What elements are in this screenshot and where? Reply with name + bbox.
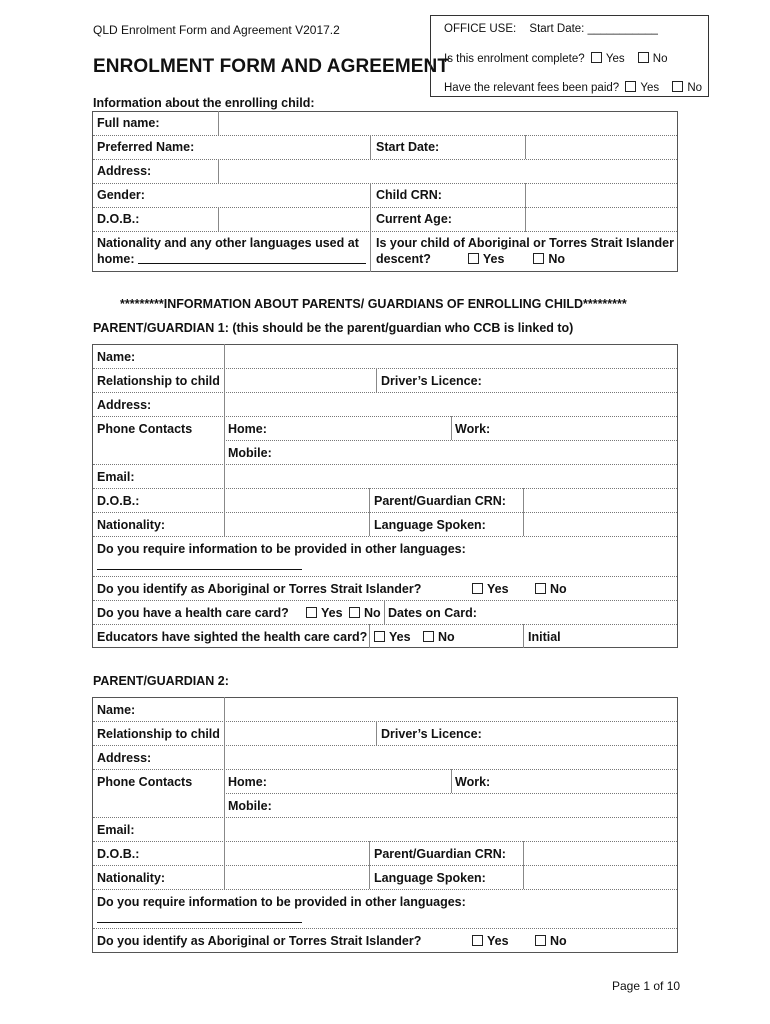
parents-heading: *********INFORMATION ABOUT PARENTS/ GUARDIANS OF ENROLLING CHILD********* (120, 297, 627, 311)
pg1-aboriginal-question: Do you identify as Aboriginal or Torres Strait Islander? (97, 582, 422, 596)
pg2-nationality-label: Nationality: (97, 871, 166, 885)
pg2-relationship-label: Relationship to child (97, 727, 220, 741)
current-age-label: Current Age: (376, 212, 452, 226)
pg2-crn-label: Parent/Guardian CRN: (374, 847, 506, 861)
pg2-other-languages-line[interactable] (97, 911, 302, 923)
pg2-other-languages-label: Do you require information to be provided in other languages: (97, 895, 466, 909)
pg1-address-label: Address: (97, 398, 152, 412)
no-label: No (652, 53, 668, 65)
nationality-home-line: home: (97, 252, 366, 266)
fees-no-checkbox[interactable] (672, 81, 683, 92)
pg1-relationship-label: Relationship to child (97, 374, 220, 388)
descent-answer-line: descent? Yes No (376, 252, 566, 266)
pg1-educators-yes-checkbox[interactable] (374, 631, 385, 642)
dob-label: D.O.B.: (97, 212, 140, 226)
page-number: Page 1 of 10 (612, 979, 681, 993)
pg1-name-label: Name: (97, 350, 136, 364)
nationality-input-line[interactable] (138, 252, 366, 264)
gender-label: Gender: (97, 188, 145, 202)
address-label: Address: (97, 164, 152, 178)
pg2-mobile-label: Mobile: (228, 799, 272, 813)
pg1-dates-on-card-label: Dates on Card: (388, 606, 477, 620)
pg1-educators-no-checkbox[interactable] (423, 631, 434, 642)
pg1-phone-label: Phone Contacts (97, 422, 193, 436)
pg2-email-label: Email: (97, 823, 135, 837)
pg1-licence-label: Driver’s Licence: (381, 374, 482, 388)
pg1-heading: PARENT/GUARDIAN 1: (this should be the parent/guardian who CCB is linked to) (93, 321, 574, 335)
child-crn-label: Child CRN: (376, 188, 442, 202)
pg2-heading: PARENT/GUARDIAN 2: (93, 674, 229, 688)
office-start-date[interactable]: Start Date: ___________ (529, 23, 658, 35)
pg2-work-label: Work: (455, 775, 491, 789)
descent-yes-checkbox[interactable] (468, 253, 479, 264)
pg1-aboriginal-yes-checkbox[interactable] (472, 583, 483, 594)
fees-paid-question: Have the relevant fees been paid? (444, 82, 620, 94)
complete-yes-checkbox[interactable] (591, 52, 602, 63)
complete-no-checkbox[interactable] (638, 52, 649, 63)
pg2-dob-label: D.O.B.: (97, 847, 140, 861)
no-label: No (687, 82, 703, 94)
form-version: QLD Enrolment Form and Agreement V2017.2 (93, 23, 340, 37)
pg2-aboriginal-no-checkbox[interactable] (535, 935, 546, 946)
descent-question: Is your child of Aboriginal or Torres Strait Islander (376, 236, 674, 250)
pg2-home-label: Home: (228, 775, 267, 789)
descent-no-checkbox[interactable] (533, 253, 544, 264)
pg2-address-label: Address: (97, 751, 152, 765)
pg1-crn-label: Parent/Guardian CRN: (374, 494, 506, 508)
full-name-label: Full name: (97, 116, 160, 130)
pg1-health-card-question: Do you have a health care card? (97, 606, 289, 620)
page-title: ENROLMENT FORM AND AGREEMENT (93, 56, 450, 77)
pg1-mobile-label: Mobile: (228, 446, 272, 460)
pg1-dob-label: D.O.B.: (97, 494, 140, 508)
pg1-health-yes-checkbox[interactable] (306, 607, 317, 618)
pg2-name-label: Name: (97, 703, 136, 717)
fees-yes-checkbox[interactable] (625, 81, 636, 92)
preferred-name-label: Preferred Name: (97, 140, 195, 154)
pg1-language-label: Language Spoken: (374, 518, 486, 532)
nationality-label: Nationality and any other languages used at (97, 236, 359, 250)
yes-label: Yes (605, 53, 625, 65)
pg1-health-no-checkbox[interactable] (349, 607, 360, 618)
office-use-label: OFFICE USE: (444, 23, 517, 35)
pg1-home-label: Home: (228, 422, 267, 436)
child-section-label: Information about the enrolling child: (93, 96, 315, 110)
pg2-phone-label: Phone Contacts (97, 775, 193, 789)
pg1-aboriginal-no-checkbox[interactable] (535, 583, 546, 594)
pg2-aboriginal-yes-checkbox[interactable] (472, 935, 483, 946)
enrolment-complete-question: Is this enrolment complete? (444, 53, 585, 65)
pg2-language-label: Language Spoken: (374, 871, 486, 885)
pg1-nationality-label: Nationality: (97, 518, 166, 532)
yes-label: Yes (640, 82, 660, 94)
pg2-aboriginal-question: Do you identify as Aboriginal or Torres Strait Islander? (97, 934, 422, 948)
pg1-educators-question: Educators have sighted the health care card? (97, 630, 368, 644)
pg2-licence-label: Driver’s Licence: (381, 727, 482, 741)
office-use-box (430, 15, 709, 97)
pg1-initial-label: Initial (528, 630, 561, 644)
pg1-other-languages-line[interactable] (97, 558, 302, 570)
pg1-other-languages-label: Do you require information to be provided in other languages: (97, 542, 466, 556)
pg1-work-label: Work: (455, 422, 491, 436)
pg1-email-label: Email: (97, 470, 135, 484)
start-date-label: Start Date: (376, 140, 440, 154)
